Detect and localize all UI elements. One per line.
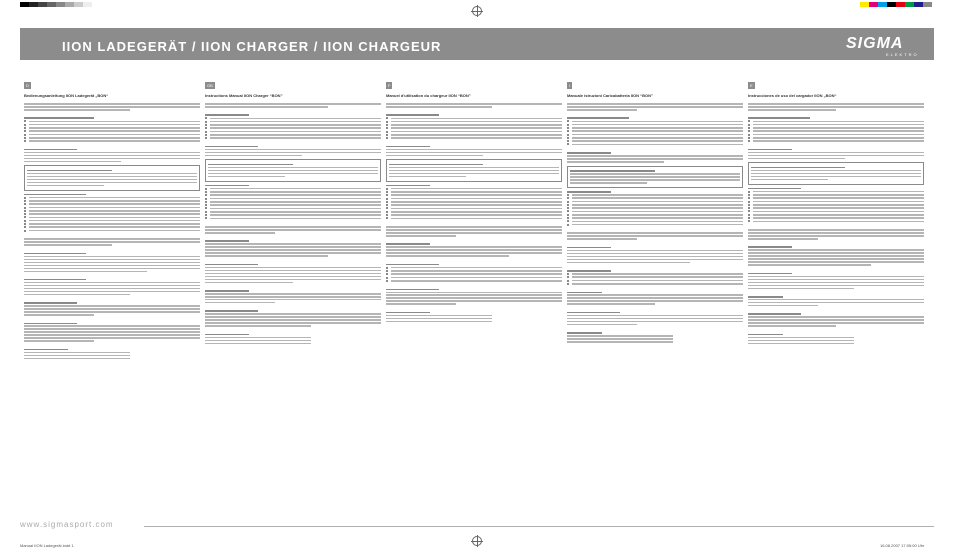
column-gb (205, 74, 381, 508)
brand-sub: ELEKTRO (886, 52, 919, 57)
footer-divider (144, 526, 934, 527)
warning-box (205, 159, 381, 181)
print-info-left: Manual IION Ladegerät.indd 1 (20, 543, 74, 548)
column-title: Manuale istruzioni Caricabatteria IION “BON” (567, 93, 654, 98)
column-it (567, 74, 743, 508)
page-title: IION LADEGERÄT / IION CHARGER / IION CHARGEUR (62, 39, 442, 54)
column-es (748, 74, 924, 508)
color-calibration-strip-right (860, 2, 932, 7)
print-info-right: 16.08.2007 17:05:00 Uhr (880, 543, 925, 548)
language-badge: D (26, 83, 29, 88)
column-title: Bedienungsanleitung IION Ladegerät „BON“ (24, 93, 109, 98)
language-badge: F (388, 83, 391, 88)
warning-box (386, 159, 562, 181)
column-title: Instructions Manual IION Charger “BON” (205, 93, 283, 98)
warning-box (748, 162, 924, 184)
language-badge: E (750, 83, 753, 88)
language-badge: I (569, 83, 571, 88)
color-calibration-strip-left (20, 2, 92, 7)
registration-mark-bottom (472, 536, 482, 546)
registration-mark-top (472, 6, 482, 16)
column-fr (386, 74, 562, 508)
column-de (24, 74, 200, 508)
sigma-logo (846, 35, 932, 57)
footer-url: www.sigmasport.com (20, 520, 114, 529)
column-title: Instrucciones de uso del cargador IION „BON“ (748, 93, 837, 98)
brand-name: SIGMA (846, 35, 904, 52)
column-title: Manuel d'utilisation du chargeur IION “BON” (386, 93, 471, 98)
warning-box (567, 166, 743, 188)
language-badge: GB (207, 83, 213, 88)
warning-box (24, 165, 200, 190)
